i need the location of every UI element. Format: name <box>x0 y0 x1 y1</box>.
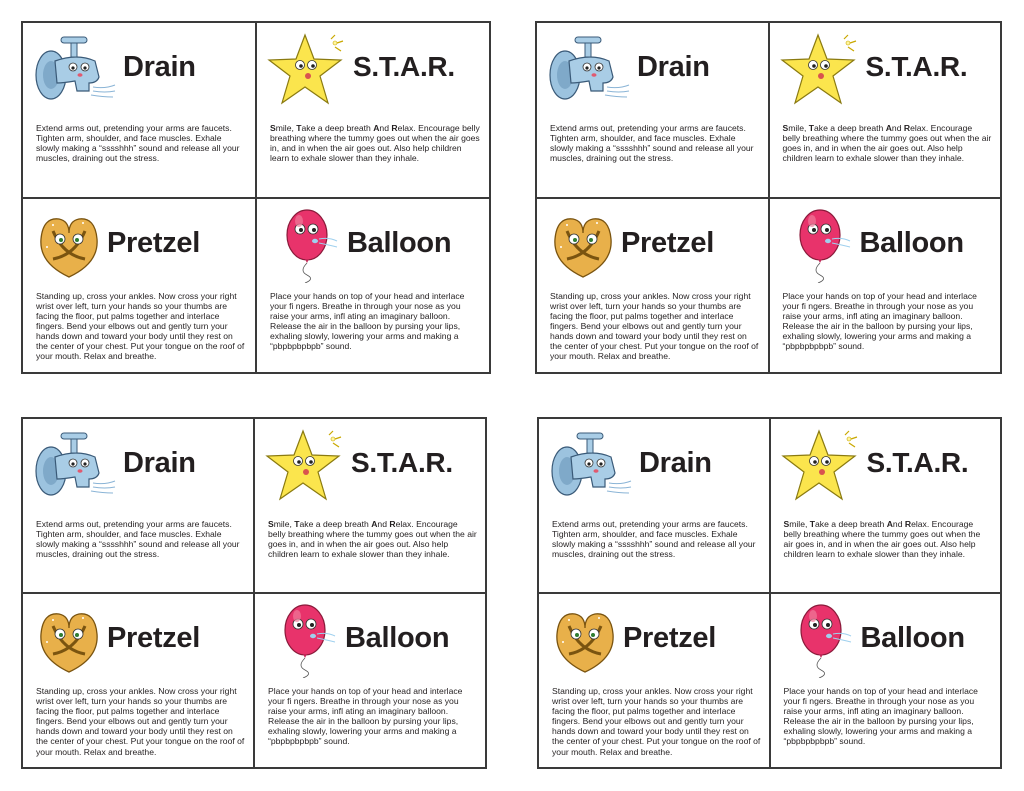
star-title: S.T.A.R. <box>351 447 453 478</box>
star-body-text: Encourage belly breathing where the tummy goes out when the air goes in, and in when the air goes out. Also help children learn to exhale slower than they inhale. <box>782 123 992 164</box>
drain-title: Drain <box>123 447 196 479</box>
star-r-letter: R <box>389 519 396 529</box>
star-title: S.T.A.R. <box>353 51 455 82</box>
star-r-letter: R <box>904 519 912 529</box>
balloon-description: Place your hands on top of your head and interlace your fi ngers. Breathe in through your nose as you raise your arms, infl ating an imaginary balloon. Release the air in the balloon by pursing your lips, exhaling slowly, lowering your arms and making a “pbpbpbpbpb” sound. <box>782 290 977 351</box>
star-s-letter: S <box>783 519 790 529</box>
star-t-rest: ake a deep breath <box>814 123 886 133</box>
star-title: S.T.A.R. <box>866 447 969 478</box>
star-body-text: Encourage belly breathing where the tummy goes out when the air goes in, and in when the air goes out. Also help children learn to exhale slower than they inhale. <box>270 123 480 164</box>
pretzel-icon <box>33 602 105 678</box>
drain-card <box>22 418 254 593</box>
balloon-title: Balloon <box>859 226 964 259</box>
star-r-rest: elax. <box>911 519 930 529</box>
star-s-letter: S <box>782 123 789 133</box>
drain-card <box>22 22 256 198</box>
pretzel-icon <box>33 207 105 283</box>
pretzel-card <box>22 198 256 374</box>
balloon-card <box>769 198 1002 374</box>
balloon-title: Balloon <box>347 226 452 259</box>
card-sheet-bottom-left <box>21 417 487 769</box>
star-r-rest: elax. <box>395 519 414 529</box>
drain-description: Extend arms out, pretending your arms are faucets. Tighten arm, shoulder, and face muscles. Exhale slowly making a “sssshhh” sound and release all your muscles, draining out the stress. <box>552 519 756 560</box>
pretzel-title: Pretzel <box>623 622 716 654</box>
balloon-description: Place your hands on top of your head and interlace your fi ngers. Breathe in through your nose as you raise your arms, infl ating an imaginary balloon. Release the air in the balloon by pursing your lips, exhaling slowly, lowering your arms and making a “pbpbpbpbpb” sound. <box>268 686 463 747</box>
balloon-card <box>770 593 1002 768</box>
star-body-text: Encourage belly breathing where the tummy goes out when the air goes in, and in when the air goes out. Also help children learn to exhale slower than they inhale. <box>268 519 477 560</box>
balloon-card <box>254 593 486 768</box>
star-a-letter: A <box>373 123 380 133</box>
star-description <box>784 519 993 559</box>
star-s-rest: mile, <box>788 123 809 133</box>
star-body-text: Encourage belly breathing where the tummy goes out when the air goes in, and in when the air goes out. Also help children learn to exhale slower than they inhale. <box>783 519 981 560</box>
balloon-title: Balloon <box>860 622 965 654</box>
star-t-rest: ake a deep breath <box>299 519 372 529</box>
star-title: S.T.A.R. <box>865 51 968 82</box>
star-t-rest: ake a deep breath <box>815 519 887 529</box>
star-a-rest: nd <box>377 519 390 529</box>
star-r-rest: elax. <box>910 123 929 133</box>
star-icon <box>778 31 862 107</box>
star-r-rest: elax. <box>397 123 416 133</box>
balloon-icon <box>789 602 861 678</box>
drain-card <box>538 418 770 593</box>
card-sheet-top-left <box>21 21 491 374</box>
star-t-letter: T <box>296 123 302 133</box>
pretzel-title: Pretzel <box>107 622 200 654</box>
pretzel-card <box>22 593 254 768</box>
star-icon <box>263 427 347 503</box>
pretzel-description: Standing up, cross your ankles. Now cross your right wrist over left, turn your hands so your thumbs are facing the floor, put palms together and interlace fingers. Bend your elbows out and gently turn your hands down and toward your body until they rest on the center of your chest. Put your tongue on the roof of your mouth. Relax and breathe. <box>550 290 759 362</box>
star-s-letter: S <box>268 519 274 529</box>
pretzel-icon <box>547 207 619 283</box>
star-card <box>769 22 1002 198</box>
pretzel-description: Standing up, cross your ankles. Now cross your right wrist over left, turn your hands so your thumbs are facing the floor, put palms together and interlace fingers. Bend your elbows out and gently turn your hands down and toward your body until they rest on the center of your chest. Put your tongue on the roof of your mouth. Relax and breathe. <box>552 686 761 757</box>
star-s-rest: mile, <box>789 519 810 529</box>
drain-description: Extend arms out, pretending your arms are faucets. Tighten arm, shoulder, and face muscles. Exhale slowly making a “sssshhh” sound and release all your muscles, draining out the stress. <box>550 123 754 164</box>
pretzel-card <box>536 198 769 374</box>
star-t-letter: T <box>294 519 300 529</box>
faucet-icon <box>549 427 633 503</box>
balloon-icon <box>275 207 347 283</box>
balloon-icon <box>788 207 860 283</box>
star-card <box>770 418 1002 593</box>
pretzel-card <box>538 593 770 768</box>
star-r-letter: R <box>391 123 398 133</box>
drain-description: Extend arms out, pretending your arms are faucets. Tighten arm, shoulder, and face muscles. Exhale slowly making a “sssshhh” sound and release all your muscles, draining out the stress. <box>36 123 240 164</box>
star-description <box>268 519 477 559</box>
star-description <box>270 123 481 163</box>
pretzel-title: Pretzel <box>621 226 714 259</box>
star-icon <box>779 427 863 503</box>
card-sheet-bottom-right <box>537 417 1002 769</box>
balloon-title: Balloon <box>345 622 450 654</box>
drain-description: Extend arms out, pretending your arms are faucets. Tighten arm, shoulder, and face muscles. Exhale slowly making a “sssshhh” sound and release all your muscles, draining out the stress. <box>36 519 240 560</box>
pretzel-description: Standing up, cross your ankles. Now cross your right wrist over left, turn your hands so your thumbs are facing the floor, put palms together and interlace fingers. Bend your elbows out and gently turn your hands down and toward your body until they rest on the center of your chest. Put your tongue on the roof of your mouth. Relax and breathe. <box>36 290 245 362</box>
star-r-letter: R <box>903 123 911 133</box>
card-sheet-top-right <box>535 21 1002 374</box>
drain-card <box>536 22 769 198</box>
balloon-card <box>256 198 490 374</box>
star-s-letter: S <box>270 123 276 133</box>
star-t-letter: T <box>809 519 816 529</box>
star-s-rest: mile, <box>275 123 297 133</box>
faucet-icon <box>33 427 117 503</box>
star-t-rest: ake a deep breath <box>301 123 374 133</box>
star-card <box>254 418 486 593</box>
star-s-rest: mile, <box>273 519 295 529</box>
pretzel-title: Pretzel <box>107 226 200 259</box>
drain-title: Drain <box>123 51 196 83</box>
faucet-icon <box>33 31 117 107</box>
star-a-letter: A <box>886 519 893 529</box>
star-description <box>783 123 993 163</box>
faucet-icon <box>547 31 631 107</box>
pretzel-description: Standing up, cross your ankles. Now cross your right wrist over left, turn your hands so your thumbs are facing the floor, put palms together and interlace fingers. Bend your elbows out and gently turn your hands down and toward your body until they rest on the center of your chest. Put your tongue on the roof of your mouth. Relax and breathe. <box>36 686 245 757</box>
balloon-description: Place your hands on top of your head and interlace your fi ngers. Breathe in through your nose as you raise your arms, infl ating an imaginary balloon. Release the air in the balloon by pursing your lips, exhaling slowly, lowering your arms and making a “pbpbpbpbpb” sound. <box>783 686 978 747</box>
star-a-letter: A <box>371 519 378 529</box>
star-a-letter: A <box>885 123 892 133</box>
star-icon <box>265 31 349 107</box>
balloon-description: Place your hands on top of your head and interlace your fi ngers. Breathe in through your nose as you raise your arms, infl ating an imaginary balloon. Release the air in the balloon by pursing your lips, exhaling slowly, lowering your arms and making a “pbpbpbpbpb” sound. <box>270 290 465 351</box>
balloon-icon <box>273 602 345 678</box>
pretzel-icon <box>549 602 621 678</box>
star-a-rest: nd <box>379 123 392 133</box>
drain-title: Drain <box>639 447 712 479</box>
star-a-rest: nd <box>892 519 905 529</box>
star-a-rest: nd <box>891 123 904 133</box>
star-t-letter: T <box>808 123 815 133</box>
star-card <box>256 22 490 198</box>
drain-title: Drain <box>637 51 710 83</box>
